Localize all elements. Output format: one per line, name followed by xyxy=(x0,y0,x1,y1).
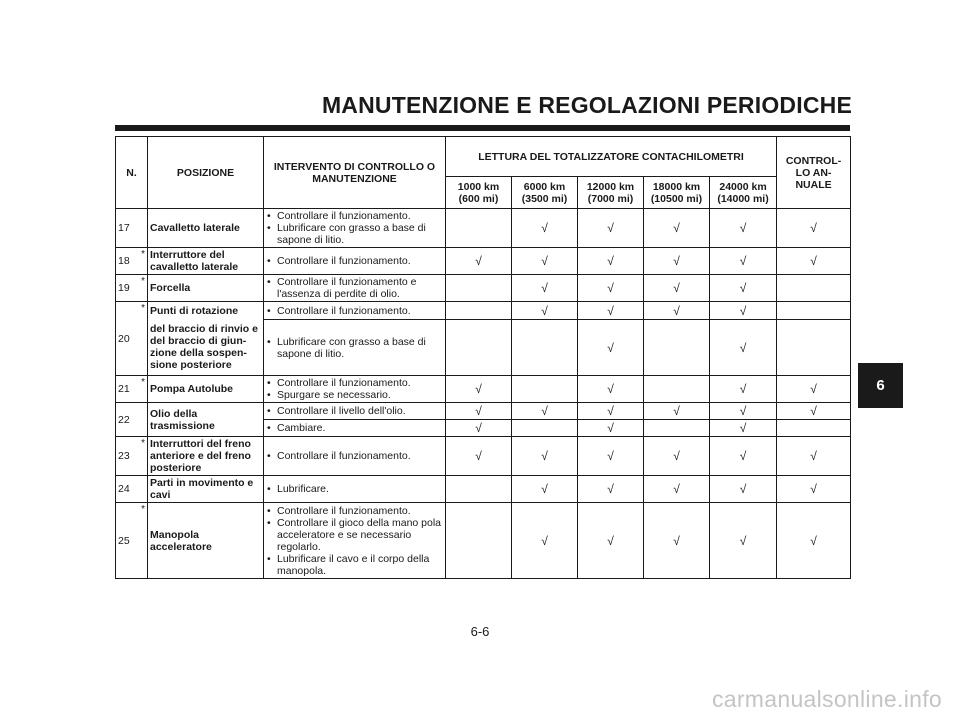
star-marker: * xyxy=(141,504,145,515)
star-marker: * xyxy=(141,438,145,449)
check-cell xyxy=(578,302,644,320)
action-cell xyxy=(264,302,446,320)
star-marker: * xyxy=(141,276,145,287)
check-cell xyxy=(710,476,777,503)
check-mark: √ xyxy=(607,340,614,355)
action-cell xyxy=(264,320,446,376)
row-number-text: 22 xyxy=(118,413,130,426)
header-intervention: INTERVENTO DI CONTROLLO O MANUTENZIONE xyxy=(264,137,446,209)
check-mark: √ xyxy=(739,221,747,235)
check-cell xyxy=(578,503,644,579)
check-cell xyxy=(446,248,512,275)
action-item: • Controllare il gioco della mano pola acceleratore e se necessario regolarlo. xyxy=(266,517,443,553)
check-mark: √ xyxy=(673,254,680,268)
page-number: 6-6 xyxy=(470,624,490,639)
check-cell xyxy=(512,476,578,503)
action-item: • Controllare il funzionamento. xyxy=(266,305,443,317)
position-cell: Cavalletto laterale xyxy=(148,209,264,248)
check-mark: √ xyxy=(810,221,817,235)
row-number-text: 21 xyxy=(118,383,130,395)
row-number xyxy=(116,503,148,579)
row-number xyxy=(116,302,148,376)
action-cell xyxy=(264,248,446,275)
action-cell xyxy=(264,420,446,437)
table-row xyxy=(116,320,851,376)
row-number-text: 18 xyxy=(118,255,130,267)
row-number xyxy=(116,403,148,437)
check-mark: √ xyxy=(739,382,747,396)
check-mark: √ xyxy=(739,404,747,418)
action-list xyxy=(266,450,443,462)
action-item: • Controllare il funzionamento. xyxy=(266,377,443,389)
check-cell xyxy=(512,248,578,275)
header-reading: 12000 km (7000 mi) xyxy=(578,177,644,209)
star-marker: * xyxy=(141,249,145,260)
action-item: • Controllare il funzionamento. xyxy=(266,505,443,517)
check-cell xyxy=(512,320,578,376)
check-cell xyxy=(644,248,710,275)
header-position: POSIZIONE xyxy=(148,137,264,209)
check-mark: √ xyxy=(810,404,817,418)
action-list xyxy=(266,483,443,495)
annual-check-cell xyxy=(777,403,851,420)
check-mark: √ xyxy=(607,421,614,435)
check-mark: √ xyxy=(673,221,680,235)
check-mark: √ xyxy=(673,303,680,318)
check-cell xyxy=(710,275,777,302)
action-cell xyxy=(264,476,446,503)
check-mark: √ xyxy=(475,382,482,396)
position-cell: Olio della trasmissione xyxy=(148,403,264,437)
action-cell xyxy=(264,275,446,302)
check-mark: √ xyxy=(810,449,817,463)
check-mark: √ xyxy=(607,449,614,463)
check-cell xyxy=(644,320,710,376)
table-row xyxy=(116,476,851,503)
check-cell xyxy=(446,320,512,376)
check-cell xyxy=(512,302,578,320)
check-mark: √ xyxy=(541,221,548,235)
table-row xyxy=(116,275,851,302)
action-list xyxy=(266,305,443,317)
watermark: carmanualsonline.info xyxy=(711,686,942,712)
row-number-text: 25 xyxy=(118,534,130,547)
row-number xyxy=(116,476,148,503)
check-cell xyxy=(644,420,710,437)
check-cell xyxy=(710,420,777,437)
table-row xyxy=(116,209,851,248)
check-cell xyxy=(512,209,578,248)
check-cell xyxy=(578,275,644,302)
check-cell xyxy=(710,248,777,275)
check-cell xyxy=(644,209,710,248)
check-mark: √ xyxy=(607,221,614,235)
row-number-text: 24 xyxy=(118,483,130,495)
check-cell xyxy=(644,275,710,302)
row-number xyxy=(116,437,148,476)
annual-check-cell xyxy=(777,275,851,302)
check-mark: √ xyxy=(739,421,747,435)
check-mark: √ xyxy=(541,303,548,318)
check-mark: √ xyxy=(739,449,747,463)
star-marker: * xyxy=(141,303,145,314)
row-number xyxy=(116,275,148,302)
position-cell: Forcella xyxy=(148,275,264,302)
action-list xyxy=(266,336,443,360)
check-mark: √ xyxy=(475,254,482,268)
check-cell xyxy=(446,275,512,302)
table-body xyxy=(116,209,851,579)
action-item: • Controllare il funzionamento e l'assenza di perdite di olio. xyxy=(266,276,443,300)
check-mark: √ xyxy=(739,281,747,295)
position-cell: del braccio di rinvio e del braccio di giun-zione della sospen-sione posteriore xyxy=(148,320,264,376)
check-mark: √ xyxy=(475,404,482,418)
check-mark: √ xyxy=(810,482,817,496)
action-item: • Cambiare. xyxy=(266,422,443,434)
header-annual: CONTROL-LO AN-NUALE xyxy=(777,137,851,209)
action-item: • Controllare il funzionamento. xyxy=(266,210,443,222)
check-cell xyxy=(446,209,512,248)
annual-check-cell xyxy=(777,476,851,503)
header-odometer-group: LETTURA DEL TOTALIZZATORE CONTACHILOMETRI xyxy=(446,137,777,177)
check-cell xyxy=(710,376,777,403)
action-cell xyxy=(264,437,446,476)
check-cell xyxy=(710,437,777,476)
annual-check-cell xyxy=(777,420,851,437)
check-cell xyxy=(578,403,644,420)
action-item: • Lubrificare con grasso a base di sapone di litio. xyxy=(266,336,443,360)
check-mark: √ xyxy=(541,482,548,496)
action-list xyxy=(266,505,443,577)
chapter-tab: 6 xyxy=(858,363,903,408)
position-cell: Punti di rotazione xyxy=(148,302,264,320)
check-mark: √ xyxy=(673,482,680,496)
check-mark: √ xyxy=(673,404,680,418)
annual-check-cell xyxy=(777,209,851,248)
check-mark: √ xyxy=(673,449,680,463)
row-number-text: 23 xyxy=(118,450,130,462)
check-cell xyxy=(710,320,777,376)
header-reading: 24000 km (14000 mi) xyxy=(710,177,777,209)
check-mark: √ xyxy=(810,382,817,396)
check-mark: √ xyxy=(810,533,817,548)
table-row xyxy=(116,302,851,320)
check-cell xyxy=(578,209,644,248)
check-mark: √ xyxy=(607,404,614,418)
table-row xyxy=(116,437,851,476)
header-reading: 18000 km (10500 mi) xyxy=(644,177,710,209)
table-row xyxy=(116,403,851,420)
header-reading: 6000 km (3500 mi) xyxy=(512,177,578,209)
check-cell xyxy=(710,302,777,320)
maintenance-table xyxy=(115,136,851,579)
check-mark: √ xyxy=(739,533,747,548)
position-cell: Interruttore del cavalletto laterale xyxy=(148,248,264,275)
action-cell xyxy=(264,376,446,403)
check-cell xyxy=(644,403,710,420)
action-item: • Lubrificare il cavo e il corpo della manopola. xyxy=(266,553,443,577)
check-mark: √ xyxy=(541,404,548,418)
action-item: • Lubrificare. xyxy=(266,483,443,495)
action-item: • Controllare il funzionamento. xyxy=(266,450,443,462)
check-mark: √ xyxy=(541,533,548,548)
check-cell xyxy=(644,437,710,476)
action-item: • Spurgare se necessario. xyxy=(266,389,443,401)
action-cell xyxy=(264,503,446,579)
check-mark: √ xyxy=(475,421,482,435)
action-list xyxy=(266,276,443,300)
check-cell xyxy=(710,403,777,420)
action-item: • Controllare il funzionamento. xyxy=(266,255,443,267)
annual-check-cell xyxy=(777,376,851,403)
row-number-text: 17 xyxy=(118,222,130,234)
table-row xyxy=(116,376,851,403)
check-mark: √ xyxy=(673,281,680,295)
check-mark: √ xyxy=(739,254,747,268)
annual-check-cell xyxy=(777,320,851,376)
action-list xyxy=(266,422,443,434)
check-cell xyxy=(578,420,644,437)
action-cell xyxy=(264,209,446,248)
check-mark: √ xyxy=(607,281,614,295)
check-cell xyxy=(446,376,512,403)
check-mark: √ xyxy=(607,533,614,548)
check-cell xyxy=(710,209,777,248)
table-row xyxy=(116,503,851,579)
check-cell xyxy=(446,503,512,579)
action-cell xyxy=(264,403,446,420)
check-cell xyxy=(446,420,512,437)
check-cell xyxy=(644,476,710,503)
check-cell xyxy=(578,437,644,476)
row-number xyxy=(116,248,148,275)
row-number xyxy=(116,376,148,403)
check-cell xyxy=(512,275,578,302)
check-mark: √ xyxy=(739,482,747,496)
check-cell xyxy=(710,503,777,579)
position-cell: Pompa Autolube xyxy=(148,376,264,403)
check-mark: √ xyxy=(739,303,747,318)
check-cell xyxy=(512,437,578,476)
check-cell xyxy=(446,476,512,503)
title-rule xyxy=(115,125,850,131)
check-mark: √ xyxy=(607,303,614,318)
check-mark: √ xyxy=(607,254,614,268)
check-mark: √ xyxy=(541,254,548,268)
check-mark: √ xyxy=(541,281,548,295)
star-marker: * xyxy=(141,377,145,388)
annual-check-cell xyxy=(777,503,851,579)
action-list xyxy=(266,255,443,267)
check-cell xyxy=(578,248,644,275)
position-cell: Interruttori del freno anteriore e del freno posteriore xyxy=(148,437,264,476)
header-reading: 1000 km (600 mi) xyxy=(446,177,512,209)
annual-check-cell xyxy=(777,248,851,275)
annual-check-cell xyxy=(777,302,851,320)
check-mark: √ xyxy=(475,449,482,463)
check-cell xyxy=(512,403,578,420)
check-mark: √ xyxy=(607,382,614,396)
action-list xyxy=(266,405,443,417)
row-number-text: 19 xyxy=(118,282,130,294)
check-cell xyxy=(644,503,710,579)
page-title: MANUTENZIONE E REGOLAZIONI PERIODICHE xyxy=(321,92,852,118)
check-mark: √ xyxy=(810,254,817,268)
check-cell xyxy=(446,403,512,420)
annual-check-cell xyxy=(777,437,851,476)
check-mark: √ xyxy=(541,449,548,463)
check-mark: √ xyxy=(673,533,680,548)
action-list xyxy=(266,210,443,246)
check-cell xyxy=(512,420,578,437)
check-cell xyxy=(578,376,644,403)
check-cell xyxy=(446,437,512,476)
check-cell xyxy=(446,302,512,320)
action-list xyxy=(266,377,443,401)
action-item: • Controllare il livello dell'olio. xyxy=(266,405,443,417)
check-cell xyxy=(512,376,578,403)
check-mark: √ xyxy=(607,482,614,496)
check-mark: √ xyxy=(739,340,747,355)
check-cell xyxy=(644,302,710,320)
row-number xyxy=(116,209,148,248)
position-cell: Parti in movimento e cavi xyxy=(148,476,264,503)
position-cell: Manopola acceleratore xyxy=(148,503,264,579)
check-cell xyxy=(578,320,644,376)
check-cell xyxy=(578,476,644,503)
header-num: N. xyxy=(116,137,148,209)
action-item: • Lubrificare con grasso a base di sapone di litio. xyxy=(266,222,443,246)
row-number-text: 20 xyxy=(118,332,130,345)
check-cell xyxy=(512,503,578,579)
table-row xyxy=(116,248,851,275)
check-cell xyxy=(644,376,710,403)
